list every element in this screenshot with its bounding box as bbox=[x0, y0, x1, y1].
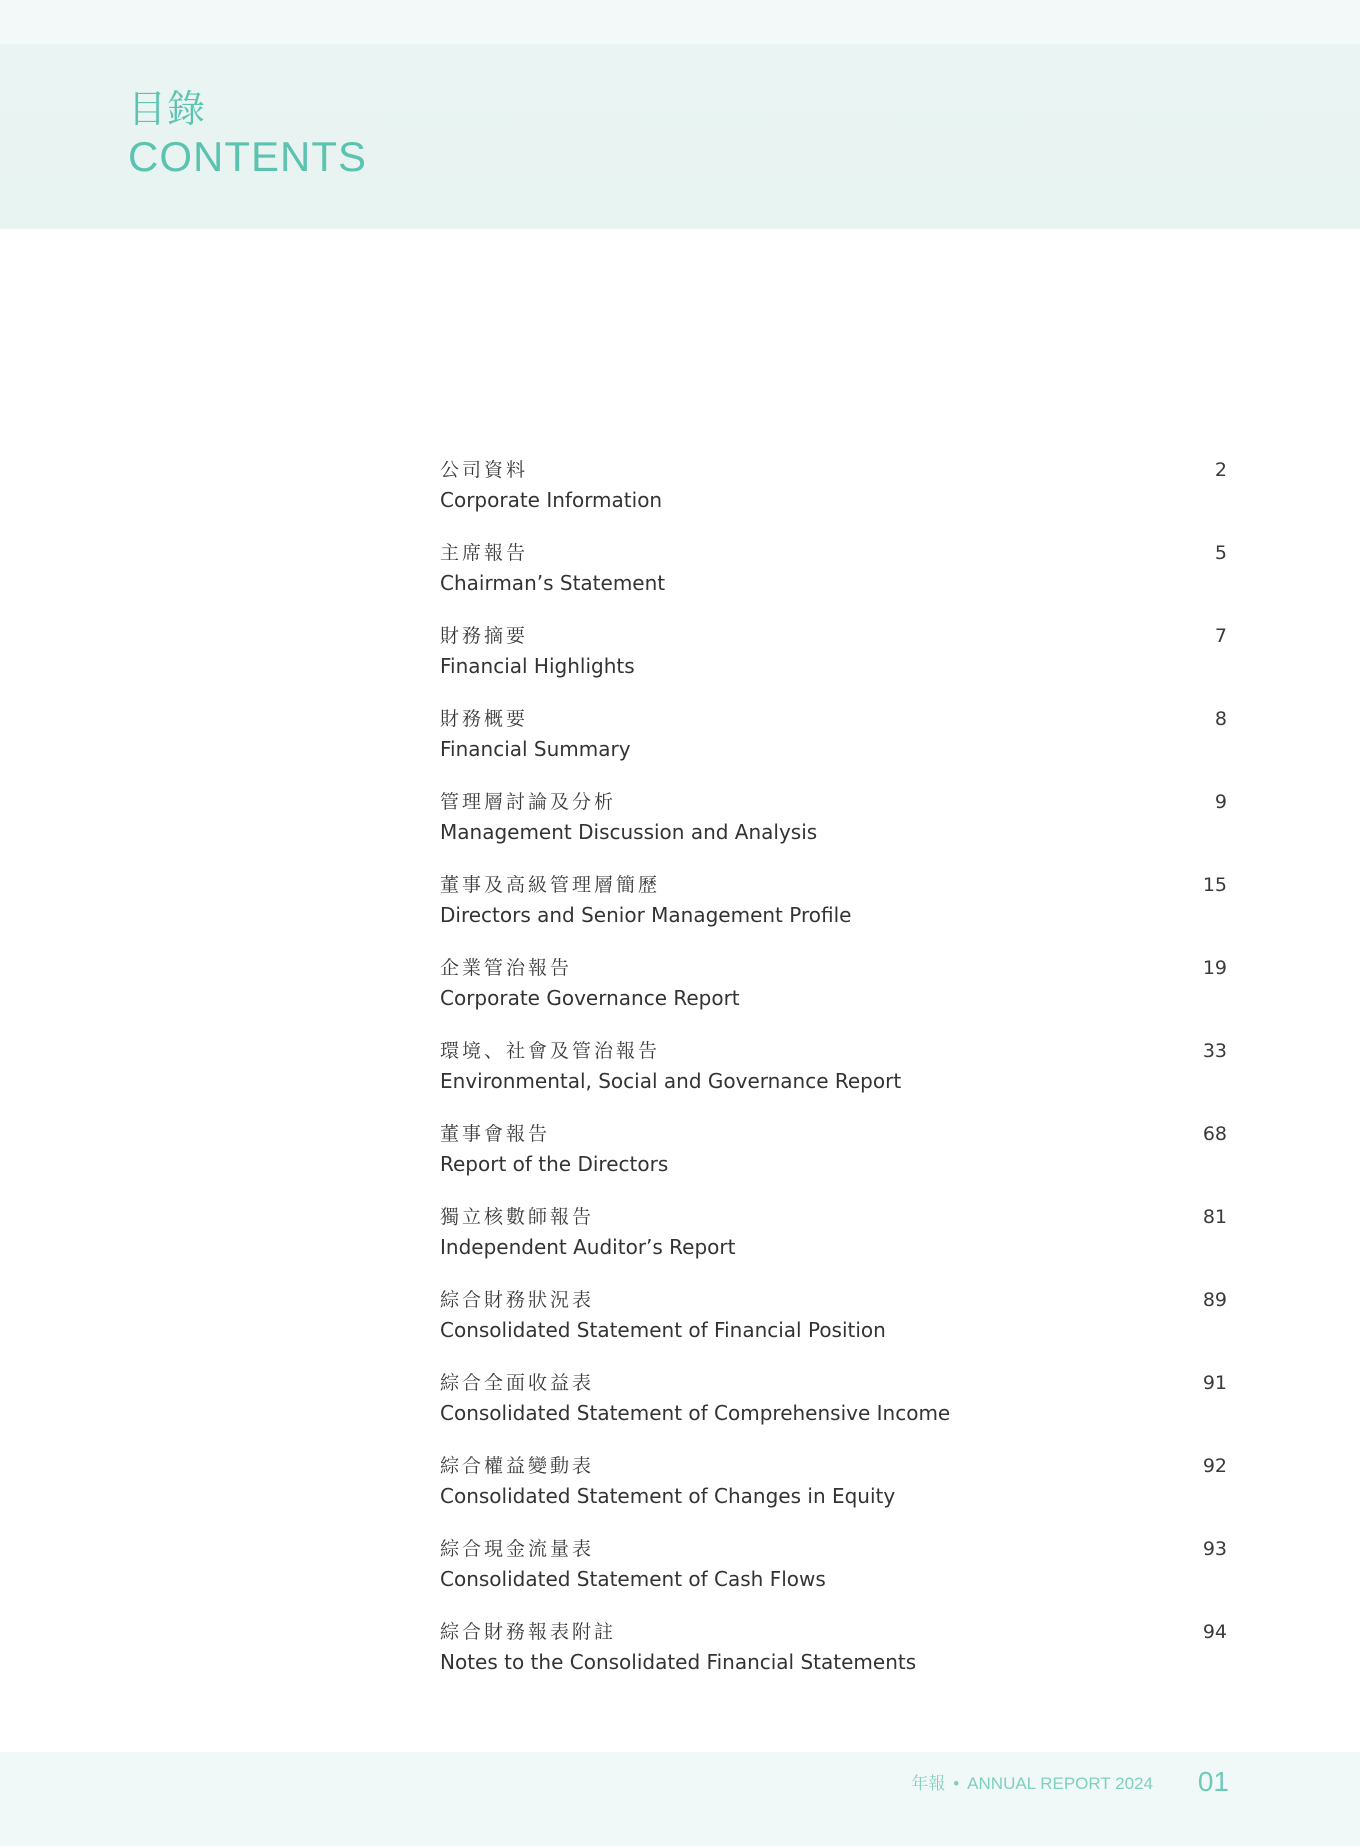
toc-entry-title-zh: 企業管治報告 bbox=[440, 957, 573, 979]
footer-separator-dot: • bbox=[953, 1774, 960, 1793]
toc-entry[interactable] bbox=[440, 622, 1230, 705]
toc-entry-page-number: 94 bbox=[1202, 1621, 1227, 1643]
toc-entry-page-number: 81 bbox=[1202, 1206, 1227, 1228]
toc-entry-page-number: 5 bbox=[1214, 542, 1227, 564]
footer-page-number: 01 bbox=[1197, 1766, 1229, 1797]
toc-entry-title-zh: 財務概要 bbox=[440, 708, 529, 730]
footer-report-label bbox=[911, 1771, 1153, 1797]
toc-entry-title-en: Financial Highlights bbox=[440, 654, 635, 678]
toc-entry[interactable] bbox=[440, 1535, 1230, 1618]
toc-entry-page-number: 93 bbox=[1202, 1538, 1227, 1560]
toc-entry[interactable] bbox=[440, 871, 1230, 954]
toc-entry-title-en: Directors and Senior Management Profile bbox=[440, 903, 852, 927]
toc-entry-title-zh: 主席報告 bbox=[440, 542, 529, 564]
toc-entry-title-en: Financial Summary bbox=[440, 737, 631, 761]
toc-entry-title-zh: 綜合財務狀況表 bbox=[440, 1289, 595, 1311]
toc-entry[interactable] bbox=[440, 1369, 1230, 1452]
toc-entry[interactable] bbox=[440, 1037, 1230, 1120]
toc-entry-page-number: 91 bbox=[1202, 1372, 1227, 1394]
toc-entry-title-zh: 綜合財務報表附註 bbox=[440, 1621, 617, 1643]
footer-label-zh: 年報 bbox=[911, 1774, 946, 1793]
footer-label-en: ANNUAL REPORT 2024 bbox=[967, 1774, 1153, 1793]
toc-entry-title-en: Consolidated Statement of Comprehensive Income bbox=[440, 1401, 951, 1425]
toc-entry-title-zh: 財務摘要 bbox=[440, 625, 529, 647]
toc-entry-title-zh: 綜合全面收益表 bbox=[440, 1372, 595, 1394]
toc-entry[interactable] bbox=[440, 705, 1230, 788]
toc-entry-title-en: Consolidated Statement of Changes in Equity bbox=[440, 1484, 896, 1508]
toc-entry-title-en: Corporate Information bbox=[440, 488, 663, 512]
toc-entry-page-number: 33 bbox=[1202, 1040, 1227, 1062]
toc-entry-title-zh: 公司資料 bbox=[440, 459, 529, 481]
toc-entry[interactable] bbox=[440, 539, 1230, 622]
toc-entry-title-en: Management Discussion and Analysis bbox=[440, 820, 818, 844]
toc-entry-title-zh: 綜合現金流量表 bbox=[440, 1538, 595, 1560]
toc-entry[interactable] bbox=[440, 954, 1230, 1037]
toc-entry[interactable] bbox=[440, 788, 1230, 871]
toc-entry[interactable] bbox=[440, 1203, 1230, 1286]
toc-entry[interactable] bbox=[440, 1120, 1230, 1203]
toc-entry-title-zh: 管理層討論及分析 bbox=[440, 791, 617, 813]
toc-entry-title-en: Consolidated Statement of Financial Position bbox=[440, 1318, 886, 1342]
toc-entry-title-en: Consolidated Statement of Cash Flows bbox=[440, 1567, 826, 1591]
footer-band bbox=[0, 1752, 1360, 1846]
toc-entry-title-zh: 獨立核數師報告 bbox=[440, 1206, 595, 1228]
toc-entry[interactable] bbox=[440, 1618, 1230, 1701]
toc-entry[interactable] bbox=[440, 1452, 1230, 1535]
toc-entry-page-number: 8 bbox=[1214, 708, 1227, 730]
toc-entry-page-number: 2 bbox=[1214, 459, 1227, 481]
toc-entry-page-number: 15 bbox=[1202, 874, 1227, 896]
toc-entry[interactable] bbox=[440, 456, 1230, 539]
toc-entry-page-number: 89 bbox=[1202, 1289, 1227, 1311]
toc-entry-title-zh: 董事及高級管理層簡歷 bbox=[440, 874, 661, 896]
toc-entry-title-en: Report of the Directors bbox=[440, 1152, 669, 1176]
page-title-en: CONTENTS bbox=[128, 133, 367, 180]
toc-entry-title-zh: 綜合權益變動表 bbox=[440, 1455, 595, 1477]
page-title-zh: 目錄 bbox=[128, 87, 207, 131]
toc-entry-page-number: 7 bbox=[1214, 625, 1227, 647]
toc-entry-page-number: 92 bbox=[1202, 1455, 1227, 1477]
toc-entry-page-number: 9 bbox=[1214, 791, 1227, 813]
toc-entry-page-number: 68 bbox=[1202, 1123, 1227, 1145]
table-of-contents bbox=[440, 456, 1230, 1701]
toc-entry-page-number: 19 bbox=[1202, 957, 1227, 979]
toc-entry-title-en: Environmental, Social and Governance Report bbox=[440, 1069, 902, 1093]
toc-entry-title-zh: 董事會報告 bbox=[440, 1123, 551, 1145]
toc-entry-title-zh: 環境、社會及管治報告 bbox=[440, 1040, 661, 1062]
toc-entry-title-en: Independent Auditor’s Report bbox=[440, 1235, 736, 1259]
toc-entry-title-en: Corporate Governance Report bbox=[440, 986, 740, 1010]
toc-entry-title-en: Chairman’s Statement bbox=[440, 571, 666, 595]
toc-entry[interactable] bbox=[440, 1286, 1230, 1369]
toc-entry-title-en: Notes to the Consolidated Financial Statements bbox=[440, 1650, 917, 1674]
